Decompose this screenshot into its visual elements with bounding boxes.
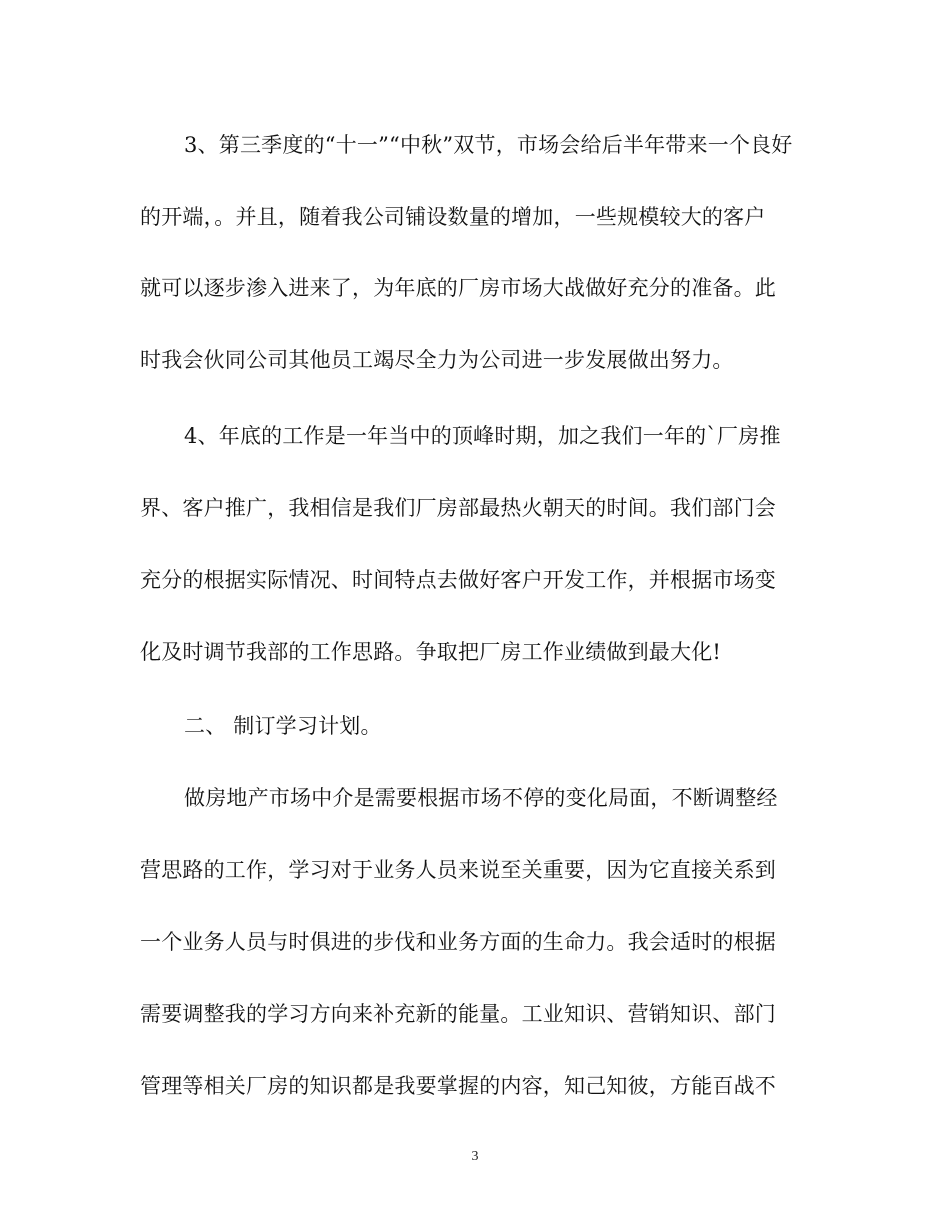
- paragraph-line: 需要调整我的学习方向来补充新的能量。工业知识、营销知识、部门: [140, 1002, 776, 1026]
- paragraph-line: 化及时调节我部的工作思路。争取把厂房工作业绩做到最大化!: [140, 640, 722, 664]
- section-heading: 二、 制订学习计划。: [184, 714, 382, 738]
- paragraph-line: 3、第三季度的“十一”“中秋”双节，市场会给后半年带来一个良好: [184, 133, 793, 157]
- paragraph-line: 管理等相关厂房的知识都是我要掌握的内容，知己知彼，方能百战不: [140, 1074, 776, 1098]
- paragraph-line: 一个业务人员与时俱进的步伐和业务方面的生命力。我会适时的根据: [140, 930, 776, 954]
- paragraph-line: 界、客户推广，我相信是我们厂房部最热火朝天的时间。我们部门会: [140, 496, 776, 520]
- paragraph-line: 的开端，。并且，随着我公司铺设数量的增加，一些规模较大的客户: [140, 205, 766, 229]
- paragraph-line: 做房地产市场中介是需要根据市场不停的变化局面，不断调整经: [184, 786, 778, 810]
- paragraph-line: 营思路的工作，学习对于业务人员来说至关重要，因为它直接关系到: [140, 858, 776, 882]
- paragraph-line: 4、年底的工作是一年当中的顶峰时期，加之我们一年的`厂房推: [184, 424, 781, 448]
- paragraph-line: 时我会伙同公司其他员工竭尽全力为公司进一步发展做出努力。: [140, 348, 734, 372]
- paragraph-line: 就可以逐步渗入进来了，为年底的厂房市场大战做好充分的准备。此: [140, 276, 776, 300]
- paragraph-line: 充分的根据实际情况、时间特点去做好客户开发工作，并根据市场变: [140, 568, 776, 592]
- page-number: 3: [471, 1149, 479, 1164]
